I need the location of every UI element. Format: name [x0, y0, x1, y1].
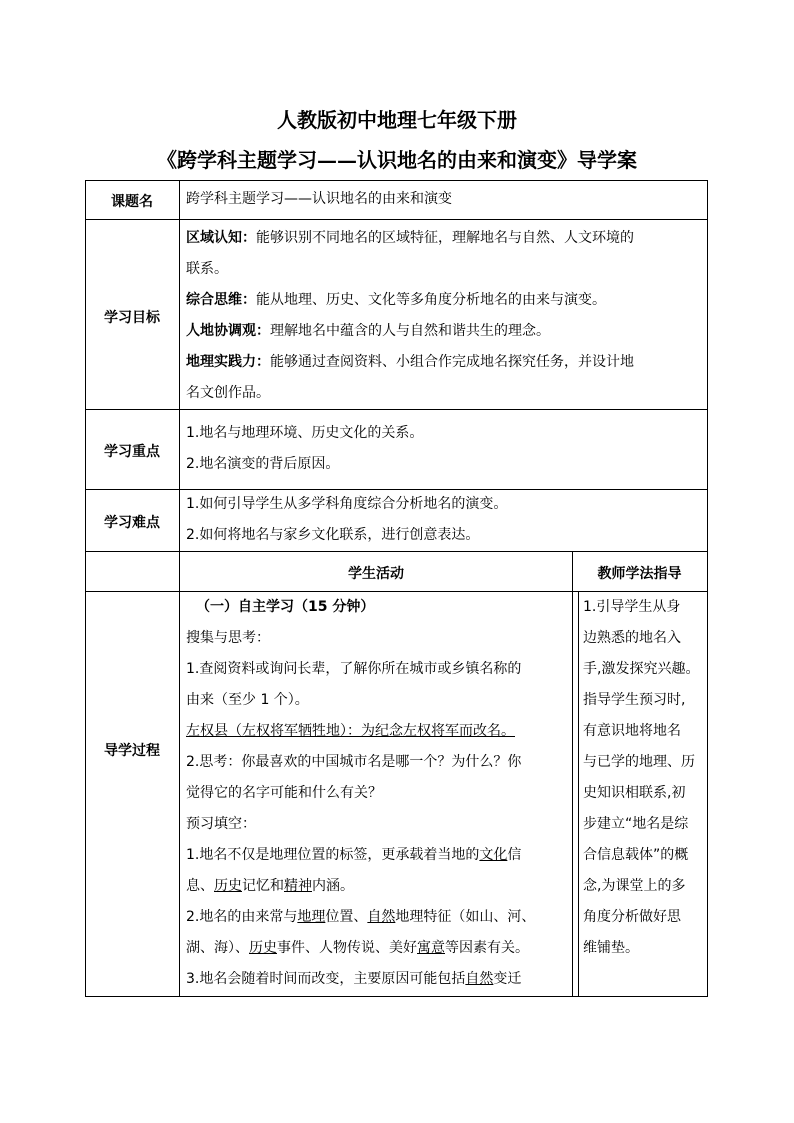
key-points-list: 1.地名与地理环境、历史文化的关系。 2.地名演变的背后原因。 [186, 425, 424, 472]
difficulties-list: 1.如何引导学生从多学科角度综合分析地名的演变。 2.如何将地名与家乡文化联系，进行创意表达。 [186, 496, 508, 543]
objectives-label: 学习目标 [104, 310, 160, 326]
teacher-guidance-content: 1.引导学生从身 边熟悉的地名入 手,激发探究兴趣。 指导学生预习时, 有意识地将地名 与已学的地理、历 史知识相联系,初 步建立“地名是综 合信息载体”的概 念,为课堂上的多 角度分析做好思 维铺垫。 [583, 599, 700, 956]
teacher-guidance-header: 教师学法指导 [597, 566, 682, 582]
document-title: 人教版初中地理七年级下册 [277, 108, 517, 132]
objectives-list: 区域认知：能够识别不同地名的区域特征，理解地名与自然、人文环境的 联系。 综合思维：能从地理、历史、文化等多角度分析地名的由来与演变。 人地协调观：理解地名中蕴含的人与自然和谐共生的理念。 地理实践力：能够通过查阅资料、小组合作完成地名探究任务，并设计地 名文创作品。 [186, 230, 634, 401]
key-points-label: 学习重点 [104, 444, 160, 460]
difficulties-label: 学习难点 [104, 515, 160, 531]
document-subtitle: 《跨学科主题学习——认识地名的由来和演变》导学案 [157, 148, 637, 172]
process-label: 导学过程 [104, 743, 160, 759]
student-activity-content: （一）自主学习（15 分钟） 搜集与思考： 1.查阅资料或询问长辈，了解你所在城市或乡镇名称的 由来（至少 1 个）。 左权县（左权将军牺牲地）：为纪念左权将军而改名。 2.思考：你最喜欢的中国城市名是哪一个？为什么？你 觉得它的名字可能和什么有关？ 预习填空： 1.地名不仅是地理位置的标签，更承载着当地的文化信 息、历史记忆和精神内涵。 2.地名的由来常与地理位置、自然地理特征（如山、河、 湖、海）、历史事件、人物传说、美好寓意等因素有关。 3.地名会随着时间而改变，主要原因可能包括自然变迁 [186, 599, 536, 987]
topic-value: 跨学科主题学习——认识地名的由来和演变 [186, 191, 452, 207]
topic-label: 课题名 [111, 194, 153, 210]
student-activity-header: 学生活动 [348, 566, 404, 582]
